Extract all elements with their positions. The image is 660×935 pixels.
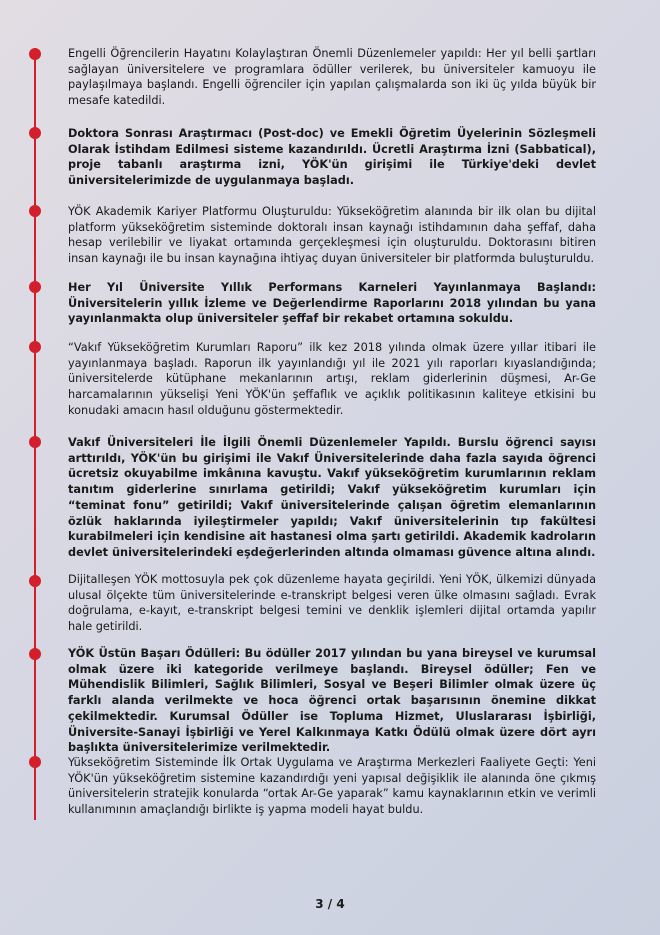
item-text: Dijitalleşen YÖK mottosuyla pek çok düzenleme hayata geçirildi. Yeni YÖK, ülkemizi dünyada ulusal ölçekte tüm üniversitelerinde e-transkript belgesi veren ülke olmasını sağladı. Evrak doğrulama, e-kayıt, e-transkript belgesi temini ve denklik işlemleri dijital ortamda yapılır hale getirildi.: [68, 573, 596, 634]
bullet-dot: [29, 281, 41, 293]
item-text: Doktora Sonrası Araştırmacı (Post-doc) ve Emekli Öğretim Üyelerinin Sözleşmeli Olarak İstihdam Edilmesi sisteme kazandırıldı. Ücretli Araştırma İzni (Sabbatical), proje tabanlı araştırma izni, YÖK'ün girişimi ile Türkiye'deki devlet üniversitelerimizde de uygulanmaya başladı.: [68, 127, 596, 188]
bullet-dot: [29, 648, 41, 660]
item-text: Engelli Öğrencilerin Hayatını Kolaylaştıran Önemli Düzenlemeler yapıldı: Her yıl belli şartları sağlayan üniversitelere ve programlara ödüller verilerek, bu üniversiteler kamuoyu ile paylaşılmaya başlandı. Engelli öğrenciler için yapılan çalışmalarda son iki üç yılda büyük bir mesafe katedildi.: [68, 47, 596, 108]
bullet-dot: [29, 341, 41, 353]
page-number: 3 / 4: [315, 897, 345, 911]
bullet-dot: [29, 205, 41, 217]
list-item: [68, 204, 596, 267]
item-text: Yükseköğretim Sisteminde İlk Ortak Uygulama ve Araştırma Merkezleri Faaliyete Geçti: Yeni YÖK'ün yükseköğretim sistemine kazandırdığı yeni yapısal değişiklik ile alanında öne çıkmış üniversitelerin stratejik konularda “ortak Ar-Ge yaparak” kamu kaynaklarının etkin ve verimli kullanımının amaçlandığı birlikte iş yapma modeli hayat buldu.: [68, 756, 596, 817]
item-text: Her Yıl Üniversite Yıllık Performans Karneleri Yayınlanmaya Başlandı: Üniversitelerin yıllık İzleme ve Değerlendirme Raporlarını 2018 yılından bu yana yayınlanmakta olup üniversiteler şeffaf bir rekabet ortamına sokuldu.: [68, 281, 596, 326]
list-item: [68, 755, 596, 818]
bullet-dot: [29, 127, 41, 139]
list-item: [68, 126, 596, 189]
item-text: Vakıf Üniversiteleri İle İlgili Önemli Düzenlemeler Yapıldı. Burslu öğrenci sayısı arttırıldı, YÖK'ün bu girişimi ile Vakıf Üniversitelerinde daha fazla sayıda öğrenci ücretsiz okuyabilme imkânına kavuştu. Vakıf yükseköğretim kurumlarının reklam tanıtım giderlerine sınırlama getirildi; Vakıf yükseköğretim kurumları için “teminat fonu” getirildi; Vakıf üniversitelerinde çalışan öğretim elemanlarının özlük haklarında iyileştirmeler yapıldı; Vakıf üniversitelerinin tıp fakültesi kurabilmeleri için kendisine ait hastanesi olma şartı getirildi. Akademik kadroların devlet üniversitelerindeki eşdeğerlerinden altında olmaması güvence altına alındı.: [68, 436, 596, 559]
bullet-dot: [29, 756, 41, 768]
list-item: [68, 340, 596, 419]
bullet-dot: [29, 48, 41, 60]
list-item: [68, 435, 596, 561]
list-item: [68, 46, 596, 109]
bullet-dot: [29, 436, 41, 448]
item-text: YÖK Üstün Başarı Ödülleri: Bu ödüller 2017 yılından bu yana bireysel ve kurumsal olmak üzere iki kategoride verilmeye başlandı. Bireysel ödüller; Fen ve Mühendislik Bilimleri, Sağlık Bilimleri, Sosyal ve Beşeri Bilimler olmak üzere üç farklı alanda verilmekte ve hoca öğrenci ortak başarısının önemine dikkat çekilmektedir. Kurumsal Ödüller ise Topluma Hizmet, Uluslararası İşbirliği, Üniversite-Sanayi İşbirliği ve Yerel Kalkınmaya Katkı Ödülü olmak üzere dört ayrı başlıkta üniversitelerimize verilmektedir.: [68, 647, 596, 755]
list-item: [68, 280, 596, 327]
list-item: [68, 572, 596, 635]
item-text: “Vakıf Yükseköğretim Kurumları Raporu” ilk kez 2018 yılında olmak üzere yıllar itibari ile yayınlanmaya başladı. Raporun ilk yayınlandığı yıl ile 2021 yılı raporları kıyaslandığında; üniversitelerde kütüphane mekanlarının artışı, reklam giderlerinin düşmesi, Ar-Ge harcamalarının yükselişi Yeni YÖK'ün şeffaflık ve açıklık politikasının kaliteye etkisini bu konudaki amacın hasıl olduğunu göstermektedir.: [68, 341, 596, 417]
item-text: YÖK Akademik Kariyer Platformu Oluşturuldu: Yükseköğretim alanında bir ilk olan bu dijital platform yükseköğretim sisteminde doktoralı insan kaynağı istihdamının daha şeffaf, daha hesap verilebilir ve liyakat ortamında gerçekleşmesi için oluşturuldu. Doktorasını bitiren insan kaynağı ile bu insan kaynağına ihtiyaç duyan üniversiteler bir platformda buluşturuldu.: [68, 205, 596, 266]
list-item: [68, 646, 596, 756]
bullet-dot: [29, 575, 41, 587]
